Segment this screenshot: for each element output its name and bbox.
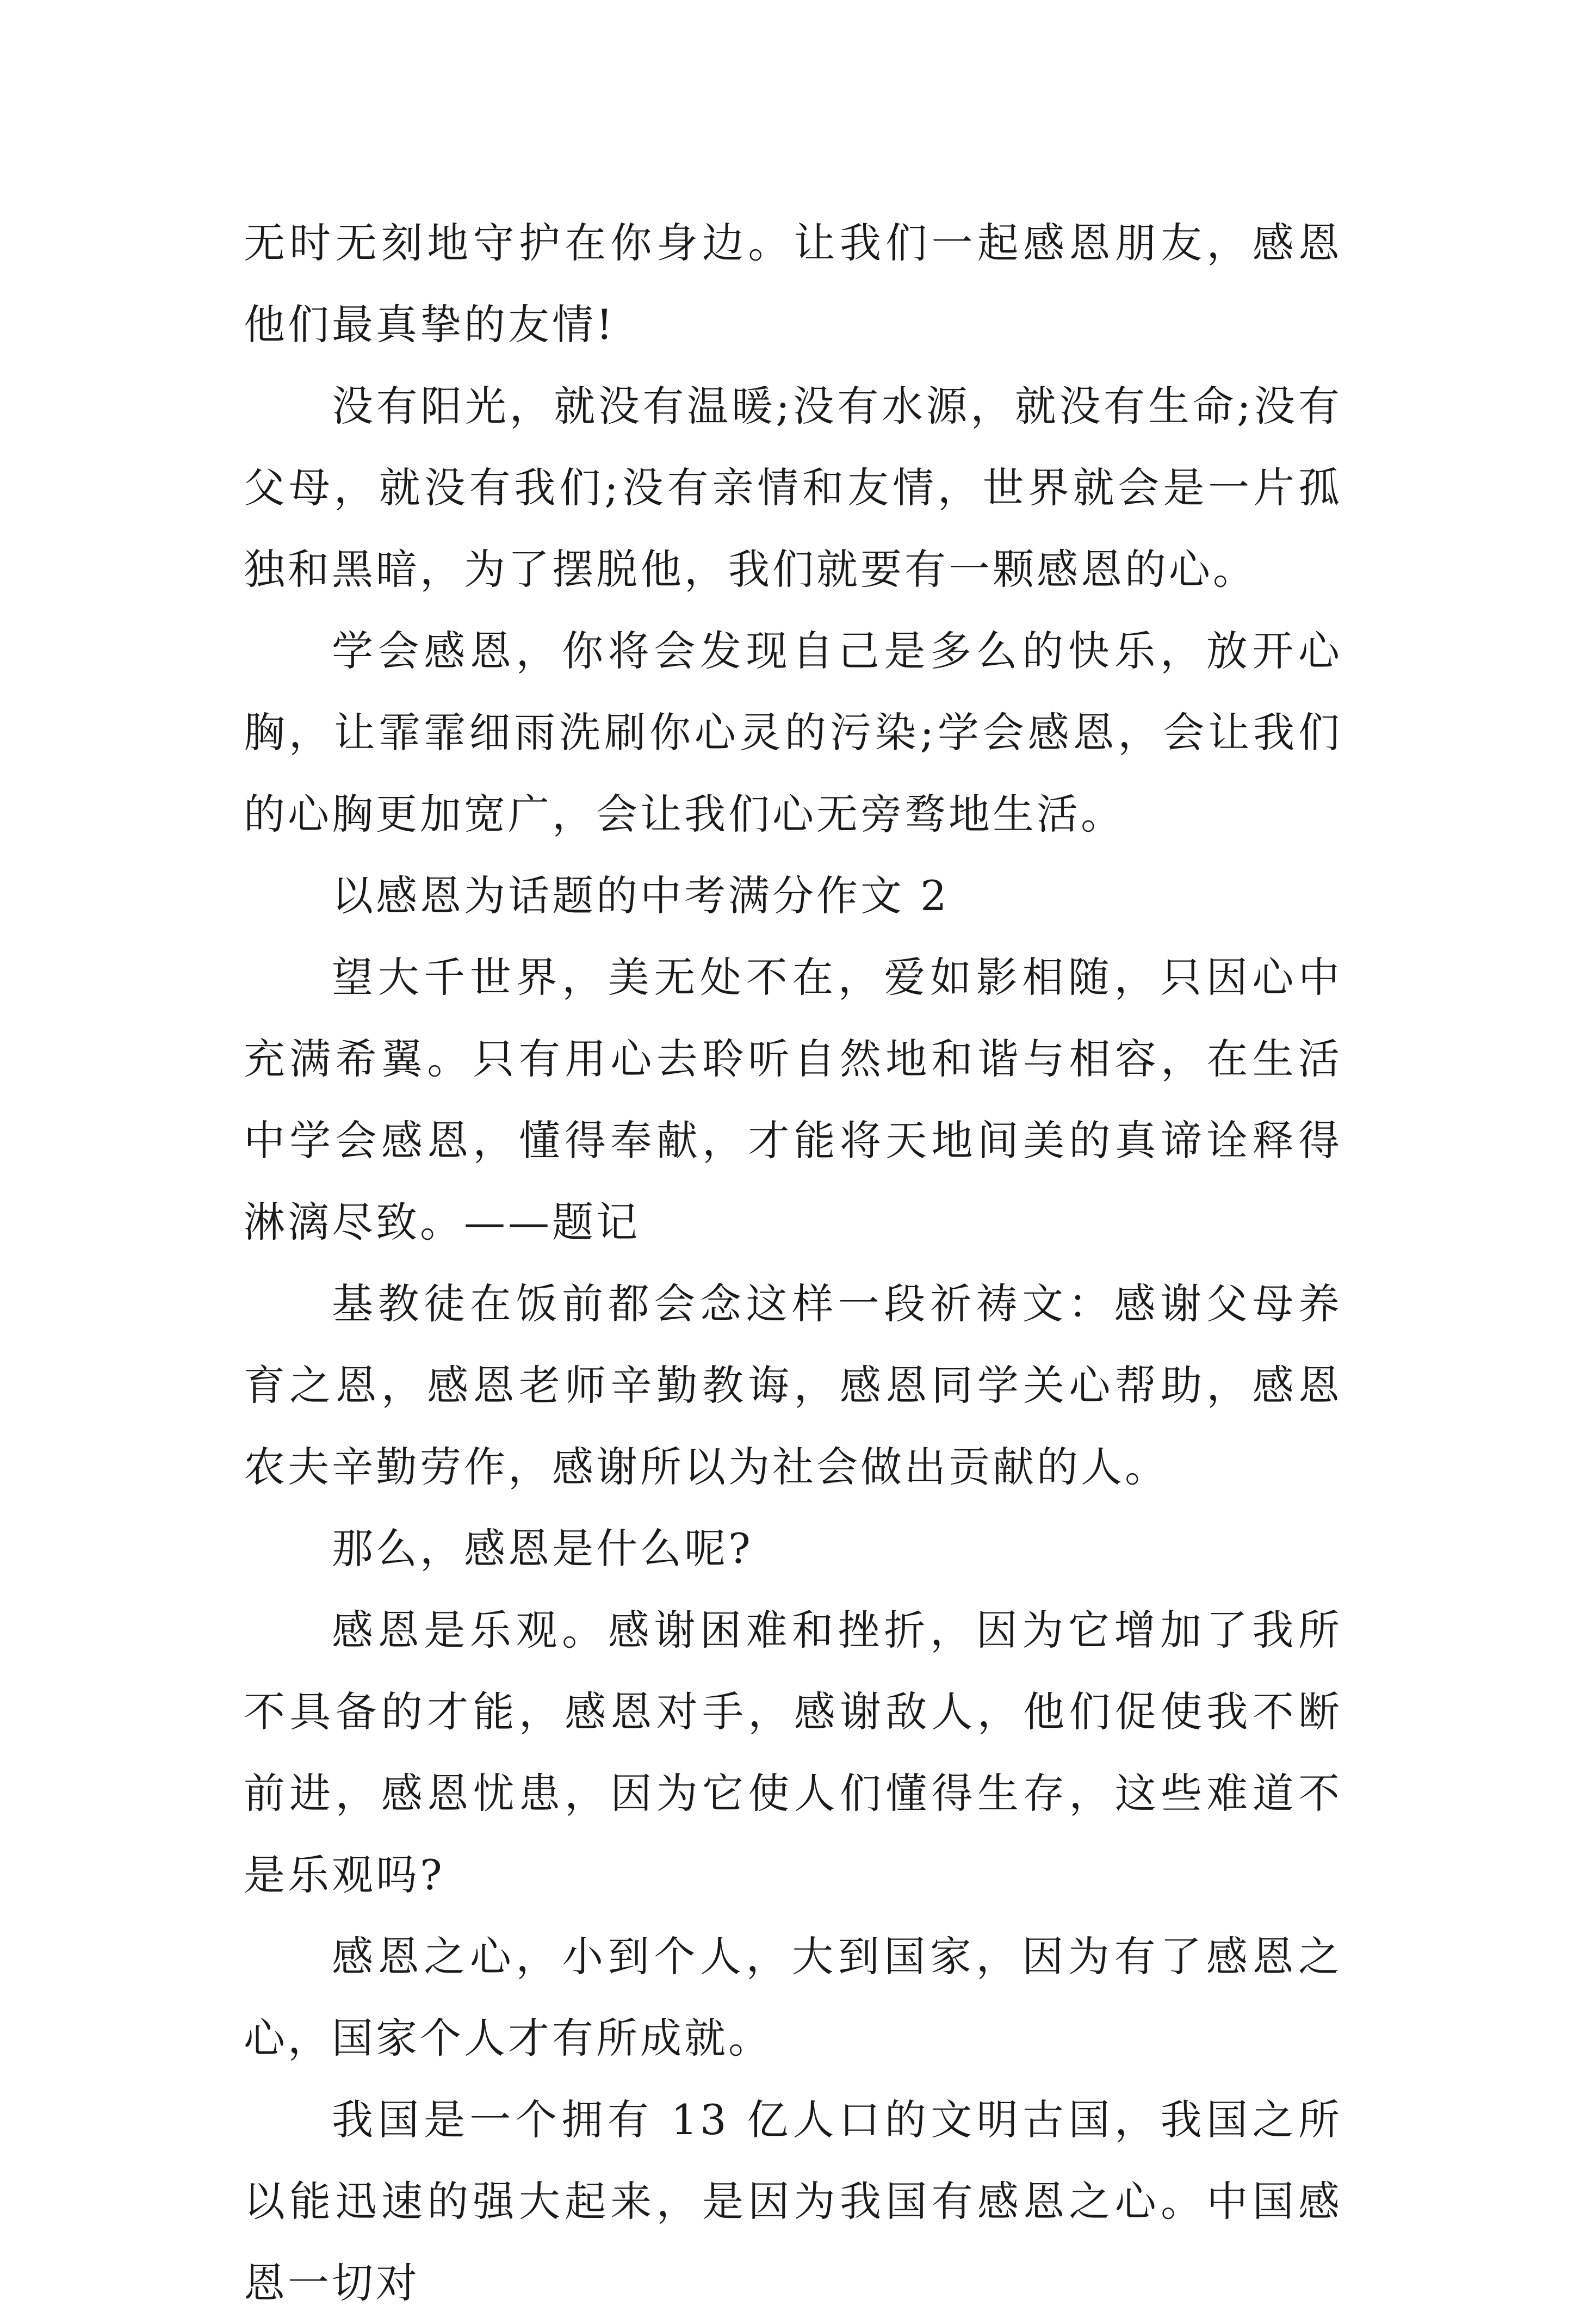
- paragraph-epigraph: 望大千世界，美无处不在，爱如影相随，只因心中充满希翼。只有用心去聆听自然地和谐与相容，在生活中学会感恩，懂得奉献，才能将天地间美的真谛诠释得淋漓尽致。——题记: [244, 953, 1342, 1246]
- document-body: [244, 202, 1342, 2324]
- essay-title-2: 以感恩为话题的中考满分作文 2: [332, 872, 950, 920]
- paragraph-2: 没有阳光，就没有温暖;没有水源，就没有生命;没有父母，就没有我们;没有亲情和友情，世界就会是一片孤独和黑暗，为了摆脱他，我们就要有一颗感恩的心。: [244, 382, 1342, 594]
- paragraph-1: 无时无刻地守护在你身边。让我们一起感恩朋友，感恩他们最真挚的友情!: [244, 219, 1342, 349]
- paragraph-7: 那么，感恩是什么呢?: [332, 1524, 753, 1573]
- paragraph-8: 感恩是乐观。感谢困难和挫折，因为它增加了我所不具备的才能，感恩对手，感谢敌人，他们促使我不断前进，感恩忧患，因为它使人们懂得生存，这些难道不是乐观吗?: [244, 1606, 1342, 1899]
- paragraph-6: 基教徒在饭前都会念这样一段祈祷文：感谢父母养育之恩，感恩老师辛勤教诲，感恩同学关心帮助，感恩农夫辛勤劳作，感谢所以为社会做出贡献的人。: [244, 1280, 1342, 1491]
- paragraph-3: 学会感恩，你将会发现自己是多么的快乐，放开心胸，让霏霏细雨洗刷你心灵的污染;学会感恩，会让我们的心胸更加宽广，会让我们心无旁骛地生活。: [244, 627, 1342, 838]
- paragraph-9: 感恩之心，小到个人，大到国家，因为有了感恩之心，国家个人才有所成就。: [244, 1932, 1342, 2062]
- paragraph-10: 我国是一个拥有 13 亿人口的文明古国，我国之所以能迅速的强大起来，是因为我国有感恩之心。中国感恩一切对: [244, 2096, 1342, 2307]
